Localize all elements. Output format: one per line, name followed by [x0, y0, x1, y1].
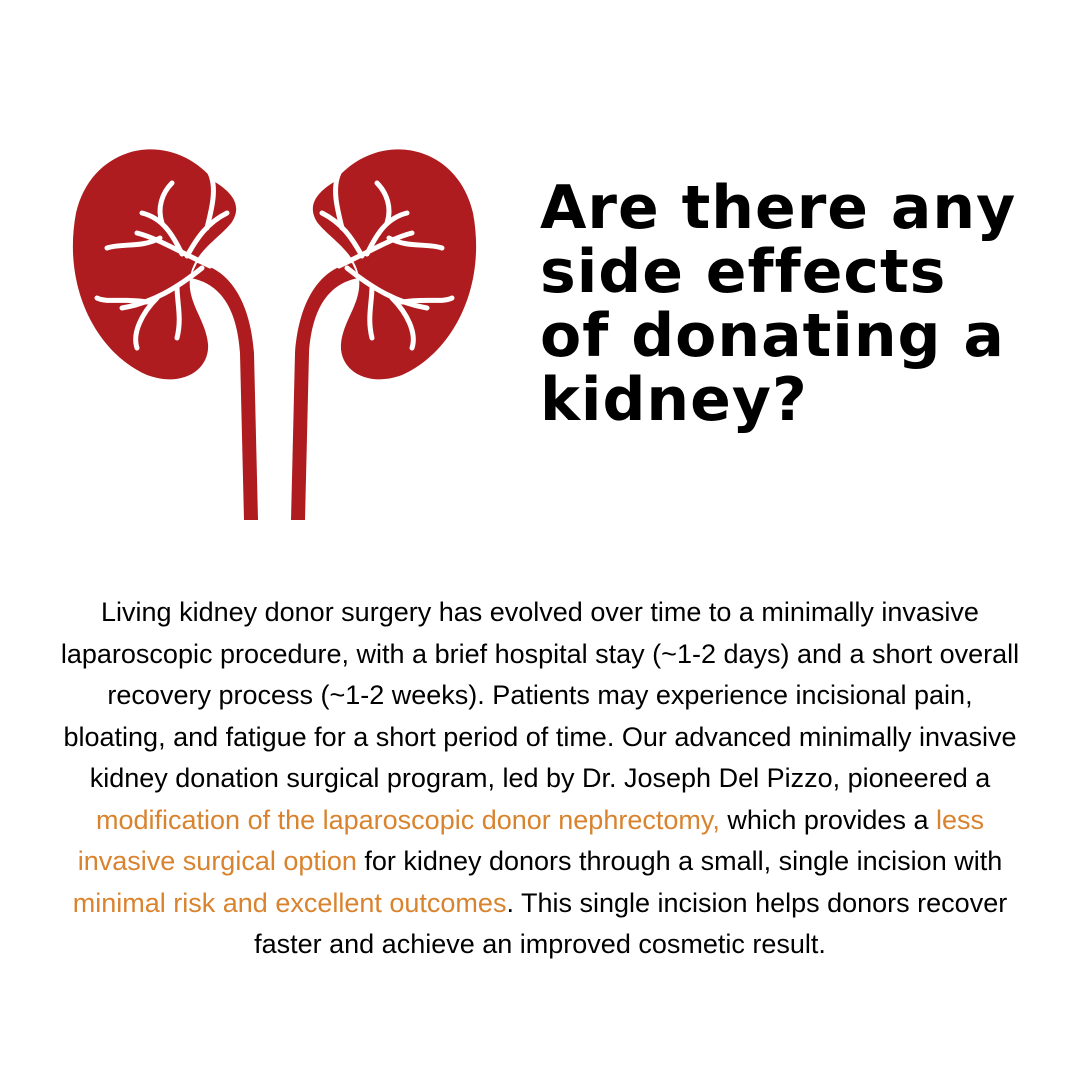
headline-line: of donating a [540, 301, 1005, 371]
right-ureter [291, 263, 359, 520]
link-laparoscopic-modification[interactable]: modification of the laparoscopic donor nephrectomy, [96, 804, 720, 835]
link-minimal-risk-outcomes[interactable]: minimal risk and excellent outcomes [72, 887, 507, 918]
link-less-invasive-option[interactable]: less invasive surgical option [77, 804, 984, 876]
headline [540, 173, 1070, 435]
body-text-segment: for kidney donors through a small, single incision with [356, 846, 1003, 876]
headline-line: Are there any [540, 173, 1017, 243]
body-paragraph [60, 592, 1020, 966]
headline-line: kidney? [540, 365, 808, 435]
body-text-segment: which provides a [719, 804, 936, 835]
body-text-segment: Living kidney donor surgery has evolved over time to a minimally invasive laparoscopic procedure, with a brief hospital stay (~1-2 days) and a short overall recovery process (~1-2 weeks). Patients may experience incisional pain, bloating, and fatigue for a short period of time. Our advanced minimally invasive kidney donation surgical program, led by Dr. Joseph Del Pizzo, pioneered a [60, 597, 1020, 793]
body-text-segment: . This single incision helps donors recover faster and achieve an improved cosmetic result. [254, 887, 1008, 959]
left-ureter [190, 263, 258, 520]
headline-line: side effects [540, 237, 947, 307]
kidneys-icon [62, 138, 487, 528]
